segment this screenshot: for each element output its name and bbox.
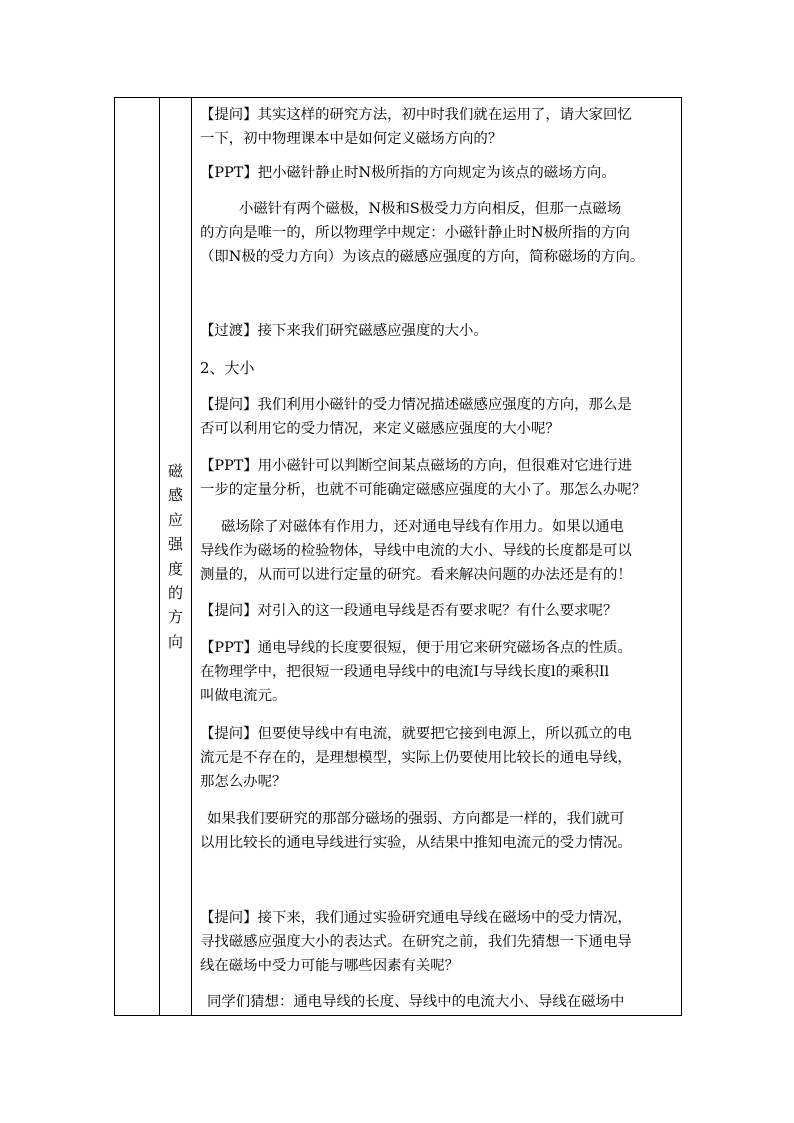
text-line: 【提问】对引入的这一段通电导线是否有要求呢？有什么要求呢？ xyxy=(200,603,618,619)
text-line: 【提问】其实这样的研究方法，初中时我们就在运用了，请大家回忆 xyxy=(200,107,632,123)
text-line: 以用比较长的通电导线进行实验，从结果中推知电流元的受力情况。 xyxy=(200,835,632,851)
empty-left-cell xyxy=(115,98,160,1016)
topic-label-char: 的 xyxy=(167,583,183,602)
text-line: 【提问】但要使导线中有电流，就要把它接到电源上，所以孤立的电 xyxy=(200,726,632,742)
lesson-table xyxy=(114,97,682,1016)
topic-label-char: 磁 xyxy=(167,461,183,480)
lesson-content xyxy=(192,98,681,1015)
text-line: 流元是不存在的，是理想模型，实际上仍要使用比较长的通电导线， xyxy=(200,750,632,766)
text-line: 【提问】接下来，我们通过实验研究通电导线在磁场中的受力情况， xyxy=(200,910,632,926)
text-line: 【PPT】把小磁针静止时N极所指的方向规定为该点的磁场方向。 xyxy=(200,165,616,181)
text-line: 磁场除了对磁体有作用力，还对通电导线有作用力。如果以通电 xyxy=(221,519,624,535)
text-line: 的方向是唯一的，所以物理学中规定：小磁针静止时N极所指的方向 xyxy=(200,225,630,241)
text-line: 叫做电流元。 xyxy=(200,688,287,704)
text-line: 如果我们要研究的那部分磁场的强弱、方向都是一样的，我们就可 xyxy=(207,811,625,827)
topic-label-char: 感 xyxy=(167,486,183,505)
topic-label-char: 方 xyxy=(167,608,183,627)
text-line: 小磁针有两个磁极，N极和S极受力方向相反，但那一点磁场 xyxy=(239,201,622,217)
text-line: 线在磁场中受力可能与哪些因素有关呢？ xyxy=(200,958,460,974)
topic-label-char: 度 xyxy=(167,559,183,578)
text-line: 导线作为磁场的检验物体，导线中电流的大小、导线的长度都是可以 xyxy=(200,543,632,559)
text-line: 2、大小 xyxy=(200,359,255,377)
text-line: 测量的，从而可以进行定量的研究。看来解决问题的办法还是有的！ xyxy=(200,567,632,583)
text-line: 否可以利用它的受力情况，来定义磁感应强度的大小呢？ xyxy=(200,421,560,437)
text-line: 【提问】我们利用小磁针的受力情况描述磁感应强度的方向，那么是 xyxy=(200,397,632,413)
text-line: 【过渡】接下来我们研究磁感应强度的大小。 xyxy=(200,323,488,339)
text-line: 寻找磁感应强度大小的表达式。在研究之前，我们先猜想一下通电导 xyxy=(200,934,632,950)
topic-label-cell xyxy=(160,98,192,1016)
vertical-topic-label xyxy=(167,459,185,654)
text-line: 在物理学中，把很短一段通电导线中的电流I与导线长度l的乘积Il xyxy=(200,664,610,680)
text-line: （即N极的受力方向）为该点的磁感应强度的方向，简称磁场的方向。 xyxy=(200,249,645,265)
text-line: 同学们猜想：通电导线的长度、导线中的电流大小、导线在磁场中 xyxy=(207,994,625,1010)
topic-label-char: 应 xyxy=(167,510,183,529)
text-line: 【PPT】用小磁针可以判断空间某点磁场的方向，但很难对它进行进 xyxy=(200,458,632,474)
topic-label-char: 向 xyxy=(167,632,183,651)
topic-label-char: 强 xyxy=(167,535,183,554)
table-row xyxy=(115,98,682,1016)
text-line: 一步的定量分析，也就不可能确定磁感应强度的大小了。那怎么办呢？ xyxy=(200,482,647,498)
text-line: 那怎么办呢？ xyxy=(200,774,287,790)
text-line: 一下，初中物理课本中是如何定义磁场方向的？ xyxy=(200,131,503,147)
content-cell xyxy=(192,98,682,1016)
text-line: 【PPT】通电导线的长度要很短，便于用它来研究磁场各点的性质。 xyxy=(200,640,632,656)
